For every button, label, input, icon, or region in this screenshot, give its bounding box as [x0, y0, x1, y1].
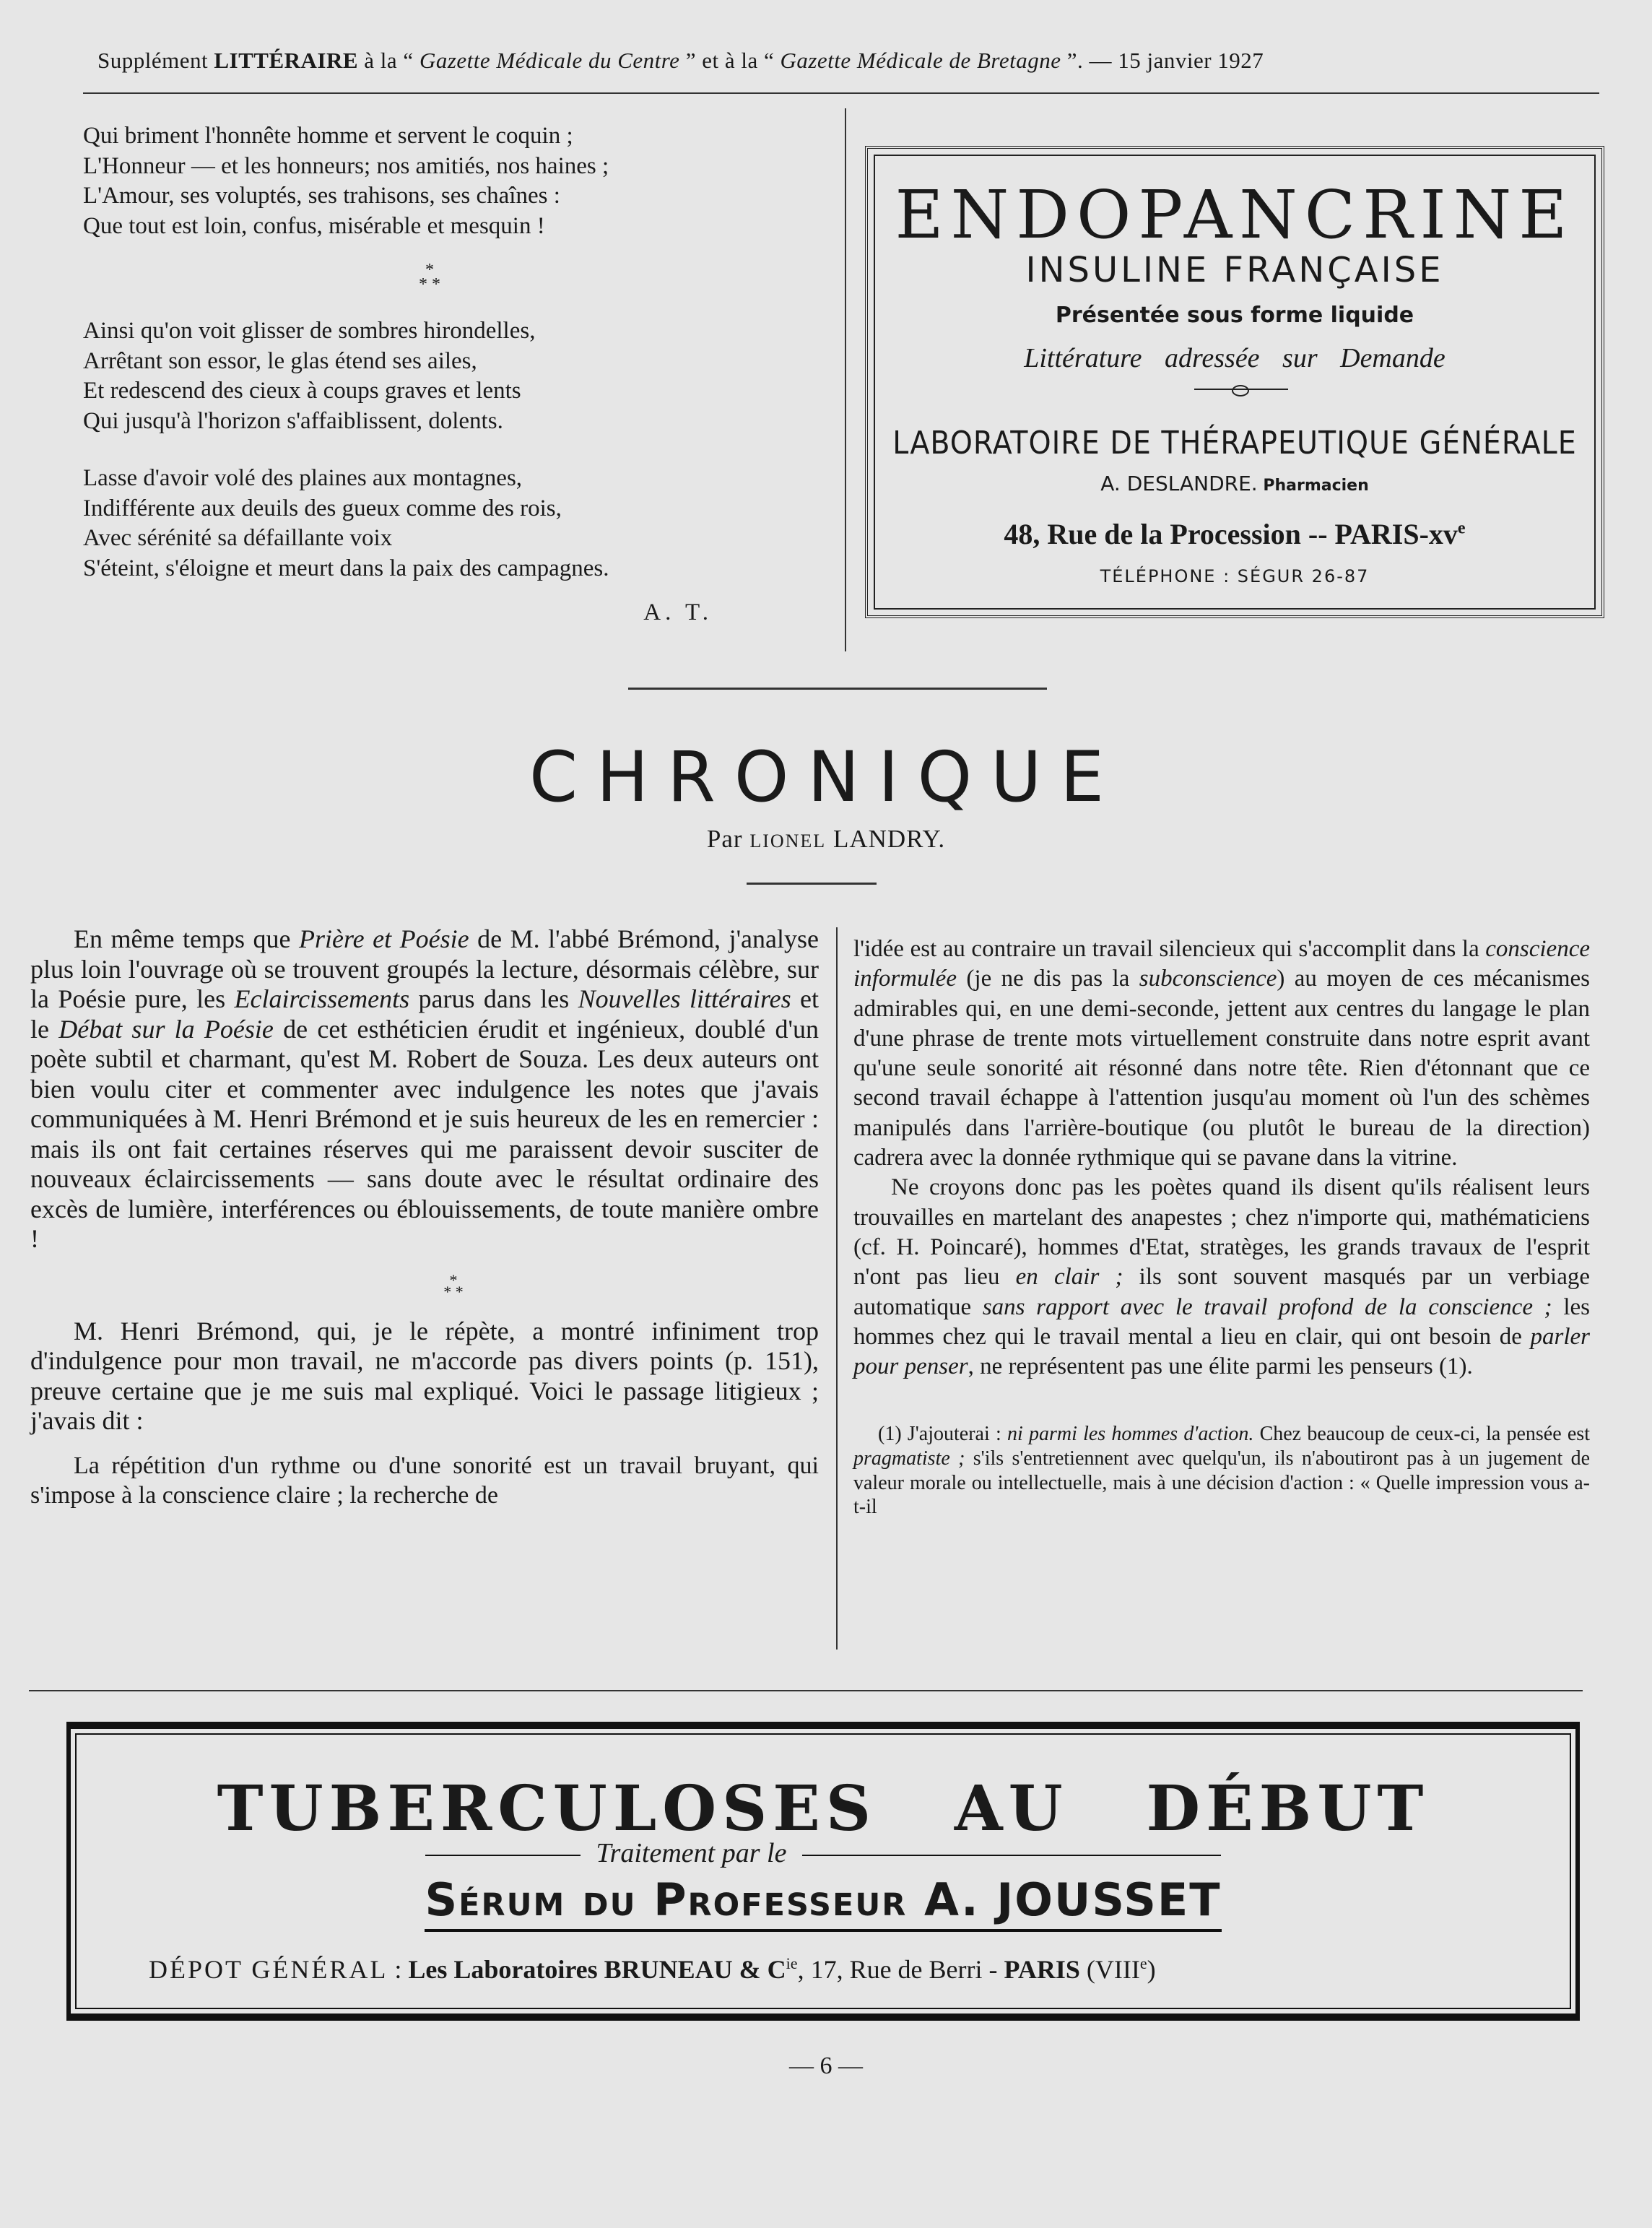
- ad-title: TUBERCULOSES AU DÉBUT: [217, 1772, 1430, 1845]
- footnote: [853, 1422, 1590, 1519]
- italic-phrase: parler pour penser: [853, 1323, 1590, 1380]
- depot-arr-sup: e: [1139, 1954, 1147, 1972]
- poem-line: Avec sérénité sa défaillante voix: [83, 525, 393, 551]
- paragraph: [30, 924, 819, 1254]
- depot-company-sup: ie: [786, 1954, 798, 1972]
- depot-city: PARIS: [1004, 1955, 1080, 1984]
- ad-serum: [71, 1873, 1575, 1926]
- poem-line: Indifférente aux deuils des gueux comme des rois,: [83, 495, 562, 521]
- italic-phrase: sans rapport avec le travail profond de la conscience ;: [982, 1293, 1552, 1320]
- header-date: ”. — 15 janvier 1927: [1061, 48, 1264, 73]
- ad-pharmacist: [868, 472, 1601, 495]
- poem-line: L'Honneur — et les honneurs; nos amitiés, nos haines ;: [83, 152, 609, 179]
- byline-first: LIONEL: [749, 831, 827, 851]
- ornament-divider: [1194, 389, 1288, 390]
- header-bold: LITTÉRAIRE: [214, 48, 359, 73]
- depot-arr-close: ): [1147, 1955, 1156, 1984]
- ad-literature: Littérature adressée sur Demande: [1024, 343, 1446, 373]
- ad-presentation: Présentée sous forme liquide: [1055, 303, 1414, 328]
- text-run: , ne représentent pas une élite parmi les penseurs (1).: [968, 1353, 1473, 1380]
- byline: [0, 825, 1652, 854]
- italic-title: Eclaircissements: [234, 984, 410, 1013]
- header-gazette2: Gazette Médicale de Bretagne: [780, 48, 1061, 73]
- poem-line: Qui briment l'honnête homme et servent le coquin ;: [83, 123, 573, 149]
- header-lead: Supplément: [97, 48, 214, 73]
- address-superscript: e: [1457, 519, 1466, 538]
- italic-title: Prière et Poésie: [298, 924, 469, 953]
- text-run: (je ne dis pas la: [956, 966, 1139, 992]
- ad-address: [868, 517, 1601, 551]
- header-mid1: à la “: [358, 48, 419, 73]
- byline-last: LANDRY.: [826, 825, 946, 853]
- text-run: de M. l'abbé Brémond, j'analyse plus loin l'ouvrage où se trouvent groupés la lecture, désormais célèbre, sur la Poésie pure, les: [30, 924, 820, 1013]
- address-text: 48, Rue de la Procession -- PARIS-xv: [1004, 518, 1458, 550]
- pharmacist-title: Pharmacien: [1257, 477, 1369, 495]
- italic-phrase: subconscience: [1139, 966, 1277, 992]
- poem-line: Lasse d'avoir volé des plaines aux montagnes,: [83, 465, 523, 491]
- text-run: En même temps que: [74, 924, 299, 953]
- section-rule: [628, 688, 1047, 690]
- asterism: * * *: [443, 1270, 464, 1301]
- depot-arr: (VIII: [1079, 1955, 1140, 1984]
- article-title: CHRONIQUE: [529, 737, 1123, 818]
- ad-title: ENDOPANCRINE: [895, 176, 1575, 253]
- poem-line: Qui jusqu'à l'horizon s'affaiblissent, dolents.: [83, 407, 503, 434]
- pharmacist-name: A. DESLANDRE.: [1100, 472, 1258, 495]
- running-header: [97, 48, 1596, 74]
- text-run: Ne croyons donc pas les poètes quand ils disent qu'ils réalisent leurs trouvailles en martelant des anapestes ; chez n'importe qui, mathématiciens (cf. H. Poincaré), hommes d'Etat, stratèges, les grands travaux de l'esprit n'ont pas lieu: [853, 1174, 1590, 1291]
- byline-rule: [747, 883, 877, 885]
- text-run: (1) J'ajouterai :: [878, 1423, 1007, 1446]
- rule-left: [425, 1855, 581, 1856]
- poem-line: Que tout est loin, confus, misérable et mesquin !: [83, 212, 545, 239]
- poem-asterism: * * *: [419, 261, 440, 294]
- column-divider: [845, 108, 846, 651]
- poem-line: Et redescend des cieux à coups graves et lents: [83, 378, 521, 404]
- ad-laboratory: LABORATOIRE DE THÉRAPEUTIQUE GÉNÉRALE: [892, 425, 1577, 461]
- poem-line: Arrêtant son essor, le glas étend ses ailes,: [83, 347, 477, 374]
- text-run: de cet esthéticien érudit et ingénieux, doublé d'un poète subtil et charmant, qu'est M. Robert de Souza. Les deux auteurs ont bien voulu citer et commenter avec indulgence les notes que j'avais communiquées à M. Henri Brémond et je suis heureux de les en remercier : mais ils ont fait certaines réserves qui me paraissent devoir susciter de nouveaux éclaircissements — sans doute avec le résultat ordinaire des excès de lumière, interférences ou éblouissements, de toute manière ombre !: [30, 1014, 820, 1253]
- paragraph: M. Henri Brémond, qui, je le répète, a montré infiniment trop d'indulgence pour mon travail, ne m'accorde pas divers points (p. 151), preuve certaine que je me suis mal expliqué. Voici le passage litigieux ; j'avais dit :: [30, 1316, 819, 1435]
- header-mid2: ” et à la “: [679, 48, 781, 73]
- italic-title: Nouvelles littéraires: [578, 984, 791, 1013]
- poem: [83, 121, 776, 628]
- italic-phrase: en clair ;: [1015, 1264, 1123, 1291]
- page-number: — 6 —: [789, 2053, 863, 2079]
- poem-line: S'éteint, s'éloigne et meurt dans la paix des campagnes.: [83, 555, 609, 581]
- italic-phrase: ni parmi les hommes d'action.: [1007, 1423, 1254, 1446]
- endopancrine-ad: [865, 146, 1604, 618]
- article-column-left: [30, 924, 819, 1511]
- paragraph: [853, 1173, 1590, 1382]
- italic-phrase: pragmatiste ;: [853, 1447, 965, 1470]
- serum-text: Sérum du Professeur A. JOUSSET: [425, 1873, 1221, 1932]
- column-divider: [836, 927, 838, 1650]
- tuberculoses-ad: [66, 1722, 1580, 2021]
- header-rule: [83, 92, 1599, 94]
- quoted-paragraph: La répétition d'un rythme ou d'une sonorité est un travail bruyant, qui s'impose à la conscience claire ; la recherche de: [30, 1452, 819, 1509]
- text-run: les hommes chez qui le travail mental a lieu en clair, qui ont besoin de: [853, 1293, 1590, 1350]
- header-gazette1: Gazette Médicale du Centre: [419, 48, 680, 73]
- ad-depot: [149, 1954, 1547, 1985]
- poem-line: Ainsi qu'on voit glisser de sombres hirondelles,: [83, 318, 536, 344]
- byline-par: Par: [706, 825, 750, 853]
- rule-right: [802, 1855, 1221, 1856]
- poem-signature: A. T.: [643, 599, 713, 625]
- ad-treatment: [71, 1837, 1575, 1869]
- text-run: ils sont souvent masqués par un verbiage automatique: [853, 1264, 1590, 1320]
- ad-subtitle: INSULINE FRANÇAISE: [1025, 250, 1444, 290]
- depot-label: DÉPOT GÉNÉRAL: [149, 1955, 388, 1984]
- italic-phrase: conscience informulée: [853, 936, 1590, 992]
- italic-title: Débat sur la Poésie: [58, 1014, 274, 1044]
- paragraph: [853, 935, 1590, 1173]
- poem-line: L'Amour, ses voluptés, ses trahisons, ses chaînes :: [83, 183, 560, 209]
- text-run: et le: [30, 984, 819, 1044]
- treatment-text: Traitement par le: [596, 1838, 787, 1868]
- bottom-rule: [29, 1690, 1583, 1691]
- depot-address: , 17, Rue de Berri -: [797, 1955, 1004, 1984]
- text-run: l'idée est au contraire un travail silencieux qui s'accomplit dans la: [853, 936, 1486, 962]
- text-run: parus dans les: [409, 984, 578, 1013]
- depot-company: Les Laboratoires BRUNEAU & C: [408, 1955, 786, 1984]
- ad-telephone: TÉLÉPHONE : SÉGUR 26-87: [1100, 566, 1370, 586]
- text-run: ) au moyen de ces mécanismes admirables qui, en une demi-seconde, jettent aux centres du langage le plan d'une phrase de trente mots virtuellement construite dans notre esprit avant qu'une seule sonorité ait résonné dans notre tête. Rien d'étonnant que ce second travail échappe à l'attention jusqu'au moment où l'un des schèmes manipulés dans l'arrière-boutique (ou plutôt le bureau de la direction) cadrera avec la donnée rythmique qui se pavane dans la vitrine.: [853, 966, 1590, 1171]
- text-run: Chez beaucoup de ceux-ci, la pensée est: [1253, 1423, 1590, 1446]
- text-run: s'ils s'entretiennent avec quelqu'un, ils n'aboutiront pas à un jugement de valeur morale ou intellectuelle, mais à une décision d'action : « Quelle impression vous a-t-il: [853, 1447, 1590, 1519]
- depot-colon: :: [388, 1955, 409, 1984]
- article-column-right: [853, 935, 1590, 1520]
